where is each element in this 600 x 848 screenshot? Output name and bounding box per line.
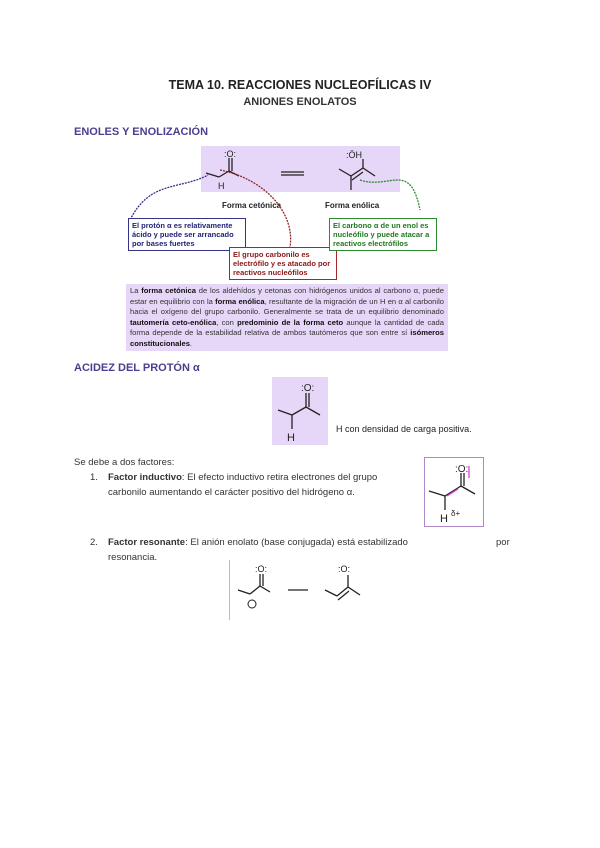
svg-text::O:: :O: <box>301 383 315 394</box>
note-alpha-proton: El protón α es relativamente ácido y puede ser arrancado por bases fuertes <box>128 218 246 251</box>
note-carbonyl: El grupo carbonilo es electrófilo y es atacado por reactivos nucleófilos <box>229 247 337 280</box>
factor-1-name: Factor inductivo <box>108 472 182 483</box>
factor-2-desc: : El anión enolato (base conjugada) está estabilizado <box>185 537 408 548</box>
paragraph-segment: predominio de la forma ceto <box>237 317 344 327</box>
svg-text:H: H <box>218 181 225 191</box>
paragraph-segment: tautomería ceto-enólica <box>130 317 217 327</box>
h-caption: H con densidad de carga positiva. <box>336 424 472 434</box>
factor-2-text <box>108 535 408 550</box>
ketone-form-label: Forma cetónica <box>222 201 282 210</box>
page-title: TEMA 10. REACCIONES NUCLEOFÍLICAS IV <box>168 78 432 92</box>
factors-intro: Se debe a dos factores: <box>74 457 175 468</box>
keto-enol-paragraph <box>126 284 448 351</box>
inductive-structure <box>424 457 484 527</box>
paragraph-segment: , resultante de la migración de un H en α al carbonilo hacia el oxígeno del grupo carbonilo. Generalmente se trata de un equilibrio denominado <box>130 296 444 316</box>
svg-text::O:: :O: <box>455 464 469 475</box>
factor-2-number: 2. <box>90 537 98 548</box>
paragraph-segment: forma cetónica <box>141 286 196 295</box>
svg-text::O:: :O: <box>338 564 351 574</box>
factor-1-desc: : El efecto inductivo retira electrones del grupo carbonilo aumentando el carácter positivo del hidrógeno α. <box>108 472 378 498</box>
page-subtitle: ANIONES ENOLATOS <box>243 96 357 108</box>
enol-form-label: Forma enólica <box>325 201 380 210</box>
paragraph-segment: isómeros constitucionales <box>130 328 444 348</box>
paragraph-segment: forma enólica <box>215 296 265 306</box>
svg-text::O:: :O: <box>255 564 268 574</box>
paragraph-segment: , con <box>216 317 238 327</box>
resonance-structures <box>229 560 370 620</box>
svg-text::O:: :O: <box>224 149 237 159</box>
factor-2-name: Factor resonante <box>108 537 186 548</box>
svg-text::ÖH: :ÖH <box>346 150 363 160</box>
paragraph-segment: aunque la cantidad de cada forma depende de la estabilidad relativa de ambos tautómeros que son entre sí <box>130 317 444 337</box>
section-heading-acidez: ACIDEZ DEL PROTÓN α <box>74 362 200 374</box>
note-enol-carbon: El carbono α de un enol es nucleófilo y puede atacar a reactivos electrófilos <box>329 218 437 251</box>
factor-2-tail: por <box>496 537 510 548</box>
factor-1-number: 1. <box>90 472 98 483</box>
section-heading-enoles: ENOLES Y ENOLIZACIÓN <box>74 126 209 138</box>
paragraph-segment: La <box>130 286 142 295</box>
svg-text:H: H <box>287 432 295 444</box>
delta-plus-label: δ+ <box>451 509 461 518</box>
svg-text:H: H <box>440 513 448 525</box>
factor-2-continuation: resonancia. <box>108 552 158 563</box>
paragraph-segment: . <box>189 338 193 348</box>
alpha-proton-structure <box>272 377 328 445</box>
paragraph-segment: de los aldehídos y cetonas con hidrógenos unidos al carbono α, puede estar en equilibrio con la <box>130 286 444 306</box>
factor-1-text <box>108 470 398 500</box>
